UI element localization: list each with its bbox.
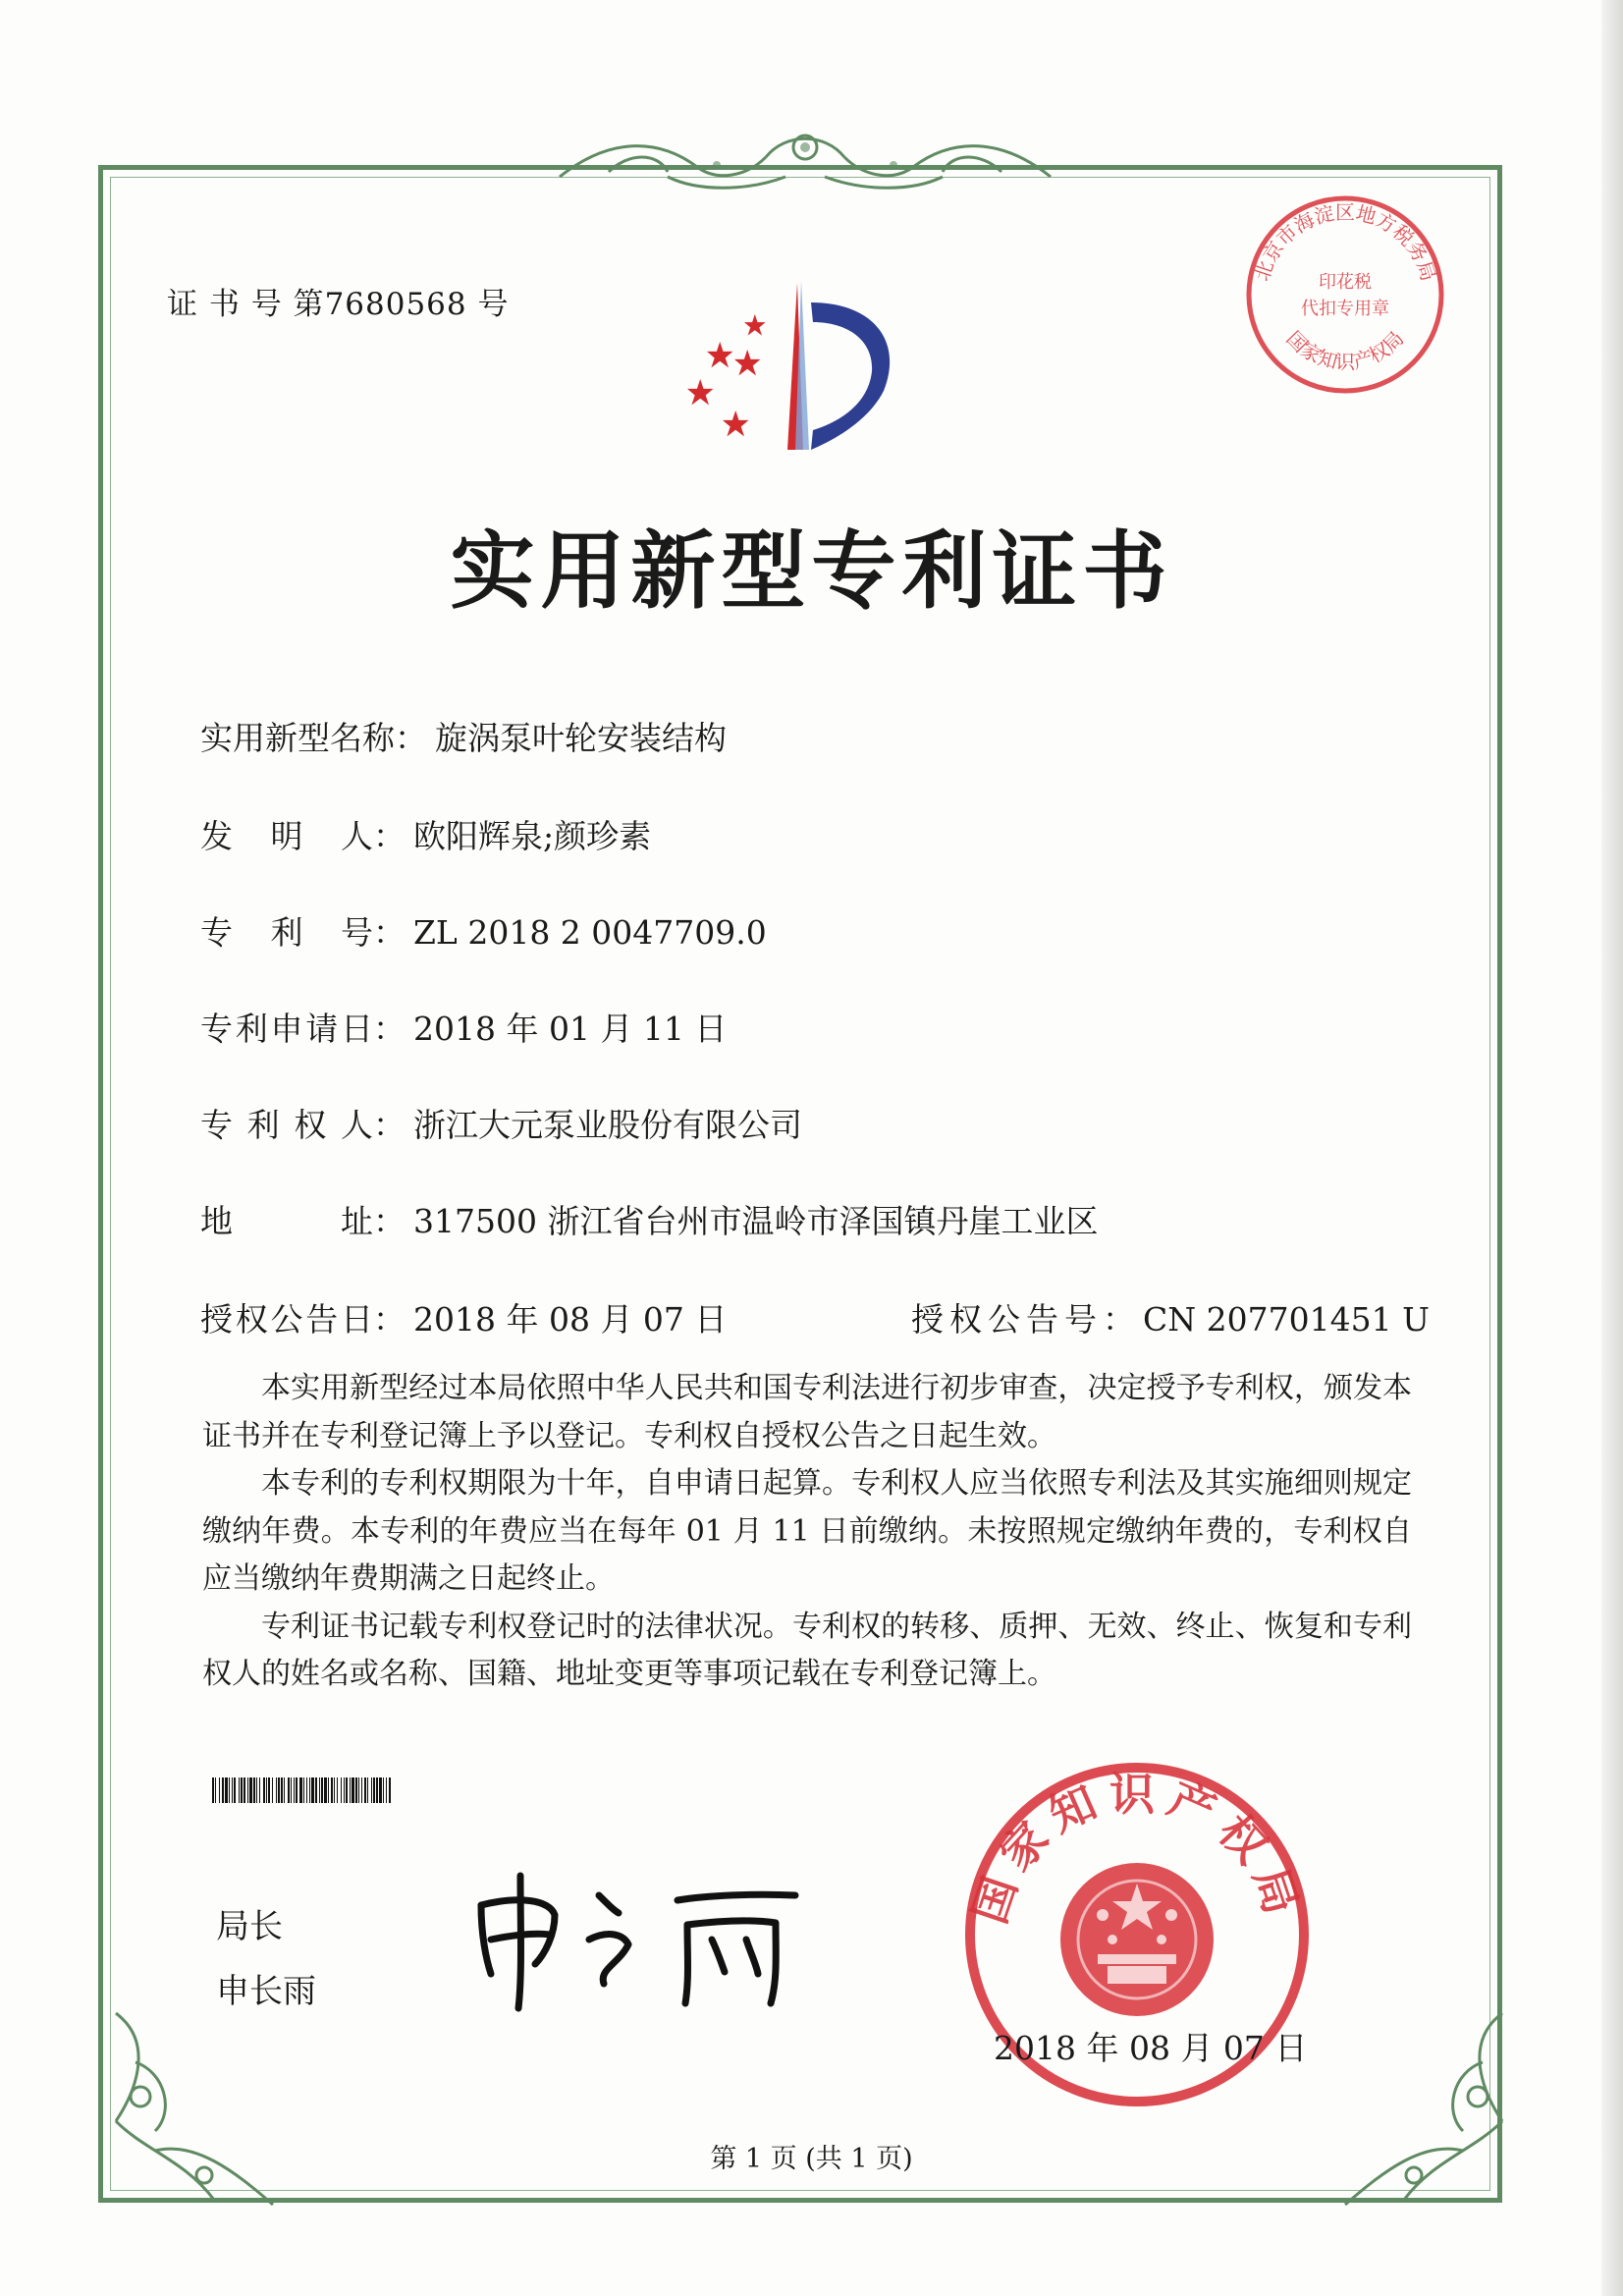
field-label: 实用新型名称: [200, 719, 395, 757]
certificate-number-suffix: 号: [477, 287, 510, 322]
field-value: 2018 年 01 月 11 日: [413, 1010, 728, 1048]
field-label: 授 权 公 告 日: [200, 1300, 373, 1339]
certificate-number: [167, 279, 509, 323]
field-value: 2018 年 08 月 07 日: [413, 1300, 728, 1339]
field-patentee: 专 利 权 人 ： 浙江大元泵业股份有限公司: [200, 1100, 802, 1146]
certificate-number-label: 证 书 号 第: [167, 287, 325, 322]
body-paragraph: 专利证书记载专利权登记时的法律状况。专利权的转移、质押、无效、终止、恢复和专利权人的姓名或名称、国籍、地址变更等事项记载在专利登记簿上。: [202, 1609, 1412, 1691]
director-name: 申长雨: [216, 1972, 316, 2011]
field-label: 地 址: [200, 1202, 373, 1240]
svg-text:印花税: 印花税: [1319, 272, 1372, 293]
certificate-body-text: [202, 1365, 1412, 1699]
field-value: 欧阳辉泉;颜珍素: [413, 817, 652, 855]
patent-office-logo: [668, 273, 923, 469]
field-label: 专 利 号: [200, 913, 373, 952]
svg-text:北京市海淀区地方税务局: 北京市海淀区地方税务局: [1249, 200, 1441, 285]
body-paragraph: 本专利的专利权期限为十年，自申请日起算。专利权人应当依照专利法及其实施细则规定缴纳年费。本专利的年费应当在每年 01 月 11 日前缴纳。未按照规定缴纳年费的，专利权自应当缴纳年费期满之日起终止。: [202, 1466, 1412, 1596]
field-address: 地 址 ： 317500 浙江省台州市温岭市泽国镇丹崖工业区: [200, 1196, 1098, 1242]
field-utility-model-name: 实用新型名称： 旋涡泵叶轮安装结构: [200, 719, 727, 757]
field-label: 发 明 人: [200, 817, 373, 855]
field-label: 授权公告号: [911, 1300, 1103, 1339]
field-grant-announcement-number: 授权公告号： CN 207701451 U: [911, 1300, 1430, 1339]
field-value: CN 207701451 U: [1143, 1300, 1430, 1339]
page-edge-shadow: [1601, 0, 1623, 2296]
body-paragraph: 本实用新型经过本局依照中华人民共和国专利法进行初步审查，决定授予专利权，颁发本证书并在专利登记簿上予以登记。专利权自授权公告之日起生效。: [202, 1371, 1412, 1453]
tax-stamp-seal: [1237, 185, 1453, 401]
field-label: 专 利 权 人: [200, 1106, 373, 1144]
field-label: 专 利 申 请 日: [200, 1010, 373, 1048]
field-value: 317500 浙江省台州市温岭市泽国镇丹崖工业区: [413, 1202, 1099, 1240]
issue-date: 2018 年 08 月 07 日: [994, 2029, 1308, 2067]
field-patent-number: 专 利 号 ： ZL 2018 2 0047709.0: [200, 907, 767, 954]
svg-text:代扣专用章: 代扣专用章: [1301, 299, 1389, 319]
certificate-title: 实用新型专利证书: [450, 522, 1173, 621]
bottom-left-ornament: [96, 2003, 312, 2219]
field-inventor: 发 明 人 ： 欧阳辉泉;颜珍素: [200, 811, 651, 857]
barcode: [212, 1777, 392, 1803]
field-application-date: 专 利 申 请 日 ： 2018 年 01 月 11 日: [200, 1004, 727, 1050]
top-ornament: [550, 118, 1060, 196]
barcode-stripe: [391, 1777, 392, 1803]
page-number: 第 1 页 (共 1 页): [710, 2144, 913, 2174]
certificate-number-value: 7680568: [324, 287, 467, 322]
field-value: ZL 2018 2 0047709.0: [413, 913, 767, 952]
field-grant-announcement-date: 授 权 公 告 日 ： 2018 年 08 月 07 日: [200, 1294, 727, 1340]
bottom-right-ornament: [1306, 2003, 1522, 2219]
director-signature: [461, 1866, 835, 2013]
svg-text:国家知识产权局: 国家知识产权局: [1281, 326, 1409, 374]
director-title: 局长: [216, 1907, 283, 1946]
field-value: 旋涡泵叶轮安装结构: [435, 719, 727, 757]
field-value: 浙江大元泵业股份有限公司: [413, 1106, 802, 1144]
svg-text:国家知识产权局: 国家知识产权局: [962, 1768, 1312, 1931]
